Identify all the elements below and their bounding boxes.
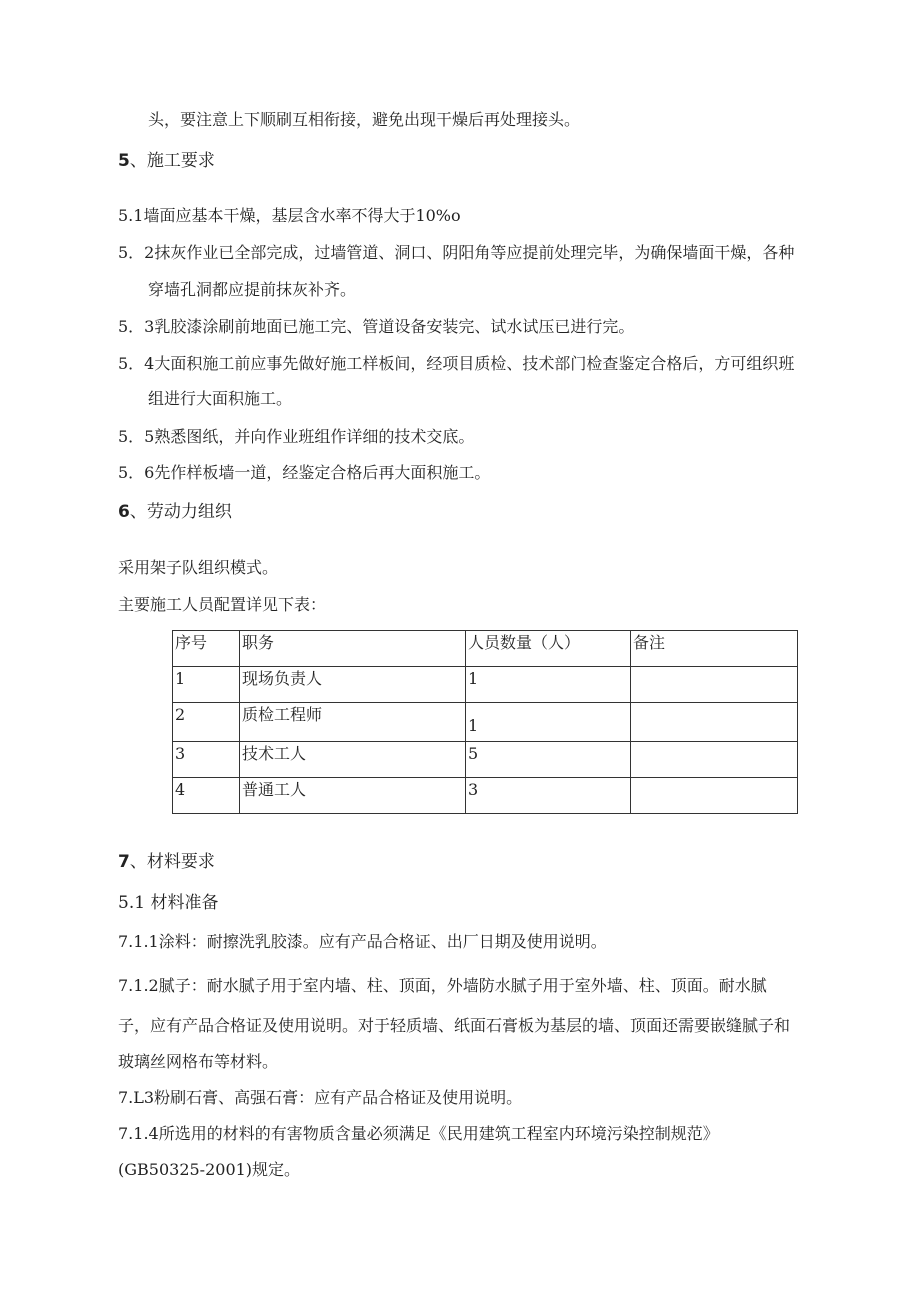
table-cell-count: 1 <box>466 703 631 742</box>
continuation-text: 头，要注意上下顺刷互相衔接，避免出现干燥后再处理接头。 <box>148 110 581 129</box>
table-cell-count: 5 <box>466 742 631 778</box>
section-7-item-4: 7.1.4所选用的材料的有害物质含量必须满足《民用建筑工程室内环境污染控制规范》 <box>118 1124 719 1143</box>
section-6-number: 6 <box>118 502 130 522</box>
table-cell-index: 3 <box>173 742 240 778</box>
section-7-item-2-cont-2: 玻璃丝网格布等材料。 <box>118 1052 279 1071</box>
staff-table <box>172 630 798 814</box>
section-6-intro-1: 采用架子队组织模式。 <box>118 558 279 577</box>
section-5-item-4-cont: 组进行大面积施工。 <box>148 389 293 408</box>
table-cell-remark <box>631 742 798 778</box>
section-7-item-2: 7.1.2腻子：耐水腻子用于室内墙、柱、顶面，外墙防水腻子用于室外墙、柱、顶面。耐水腻 <box>118 976 767 995</box>
section-7-separator: 、 <box>129 852 147 872</box>
table-cell-position: 现场负责人 <box>240 667 466 703</box>
header-cell-index: 序号 <box>173 631 240 667</box>
table-cell-index: 2 <box>173 703 240 742</box>
header-cell-count: 人员数量（人） <box>466 631 631 667</box>
section-5-item-3: 5．3乳胶漆涂刷前地面已施工完、管道设备安装完、试水试压已进行完。 <box>118 317 635 336</box>
section-5-item-5: 5．5熟悉图纸，并向作业班组作详细的技术交底。 <box>118 427 475 446</box>
table-cell-position: 普通工人 <box>240 778 466 814</box>
table-cell-position: 质检工程师 <box>240 703 466 742</box>
section-5-item-4: 5．4大面积施工前应事先做好施工样板间，经项目质检、技术部门检查鉴定合格后，方可组织班 <box>118 354 795 373</box>
section-7-title: 材料要求 <box>146 852 215 872</box>
section-7-heading <box>118 852 215 872</box>
section-7-item-3: 7.L3粉刷石膏、高强石膏：应有产品合格证及使用说明。 <box>118 1088 523 1107</box>
section-7-item-2-cont-1: 子，应有产品合格证及使用说明。对于轻质墙、纸面石膏板为基层的墙、顶面还需要嵌缝腻子和 <box>118 1016 791 1035</box>
section-7-subheading: 5.1 材料准备 <box>118 893 219 913</box>
section-5-heading <box>118 151 215 171</box>
section-6-separator: 、 <box>129 502 147 522</box>
table-header-row <box>173 631 798 667</box>
table-row <box>173 703 798 742</box>
table-row <box>173 742 798 778</box>
table-cell-count: 3 <box>466 778 631 814</box>
section-5-number: 5 <box>118 151 130 171</box>
header-cell-remark: 备注 <box>631 631 798 667</box>
section-6-heading <box>118 502 232 522</box>
section-7-item-1: 7.1.1涂料：耐擦洗乳胶漆。应有产品合格证、出厂日期及使用说明。 <box>118 932 607 951</box>
table-cell-position: 技术工人 <box>240 742 466 778</box>
header-cell-position: 职务 <box>240 631 466 667</box>
table-cell-count: 1 <box>466 667 631 703</box>
section-5-item-2-cont: 穿墙孔洞都应提前抹灰补齐。 <box>148 280 357 299</box>
section-7-number: 7 <box>118 852 130 872</box>
table-cell-index: 4 <box>173 778 240 814</box>
section-6-intro-2: 主要施工人员配置详见下表： <box>118 595 327 614</box>
table-row <box>173 778 798 814</box>
table-cell-remark <box>631 778 798 814</box>
table-row <box>173 667 798 703</box>
section-5-separator: 、 <box>129 151 147 171</box>
section-7-item-4-cont: (GB50325-2001)规定。 <box>118 1160 301 1179</box>
section-5-title: 施工要求 <box>146 151 215 171</box>
table-cell-remark <box>631 703 798 742</box>
table-cell-remark <box>631 667 798 703</box>
section-5-item-1: 5.1墙面应基本干燥，基层含水率不得大于10%o <box>118 206 461 225</box>
table-cell-index: 1 <box>173 667 240 703</box>
section-5-item-6: 5．6先作样板墙一道，经鉴定合格后再大面积施工。 <box>118 463 491 482</box>
section-5-item-2: 5．2抹灰作业已全部完成，过墙管道、洞口、阴阳角等应提前处理完毕，为确保墙面干燥，各种 <box>118 243 795 262</box>
section-6-title: 劳动力组织 <box>146 502 232 522</box>
